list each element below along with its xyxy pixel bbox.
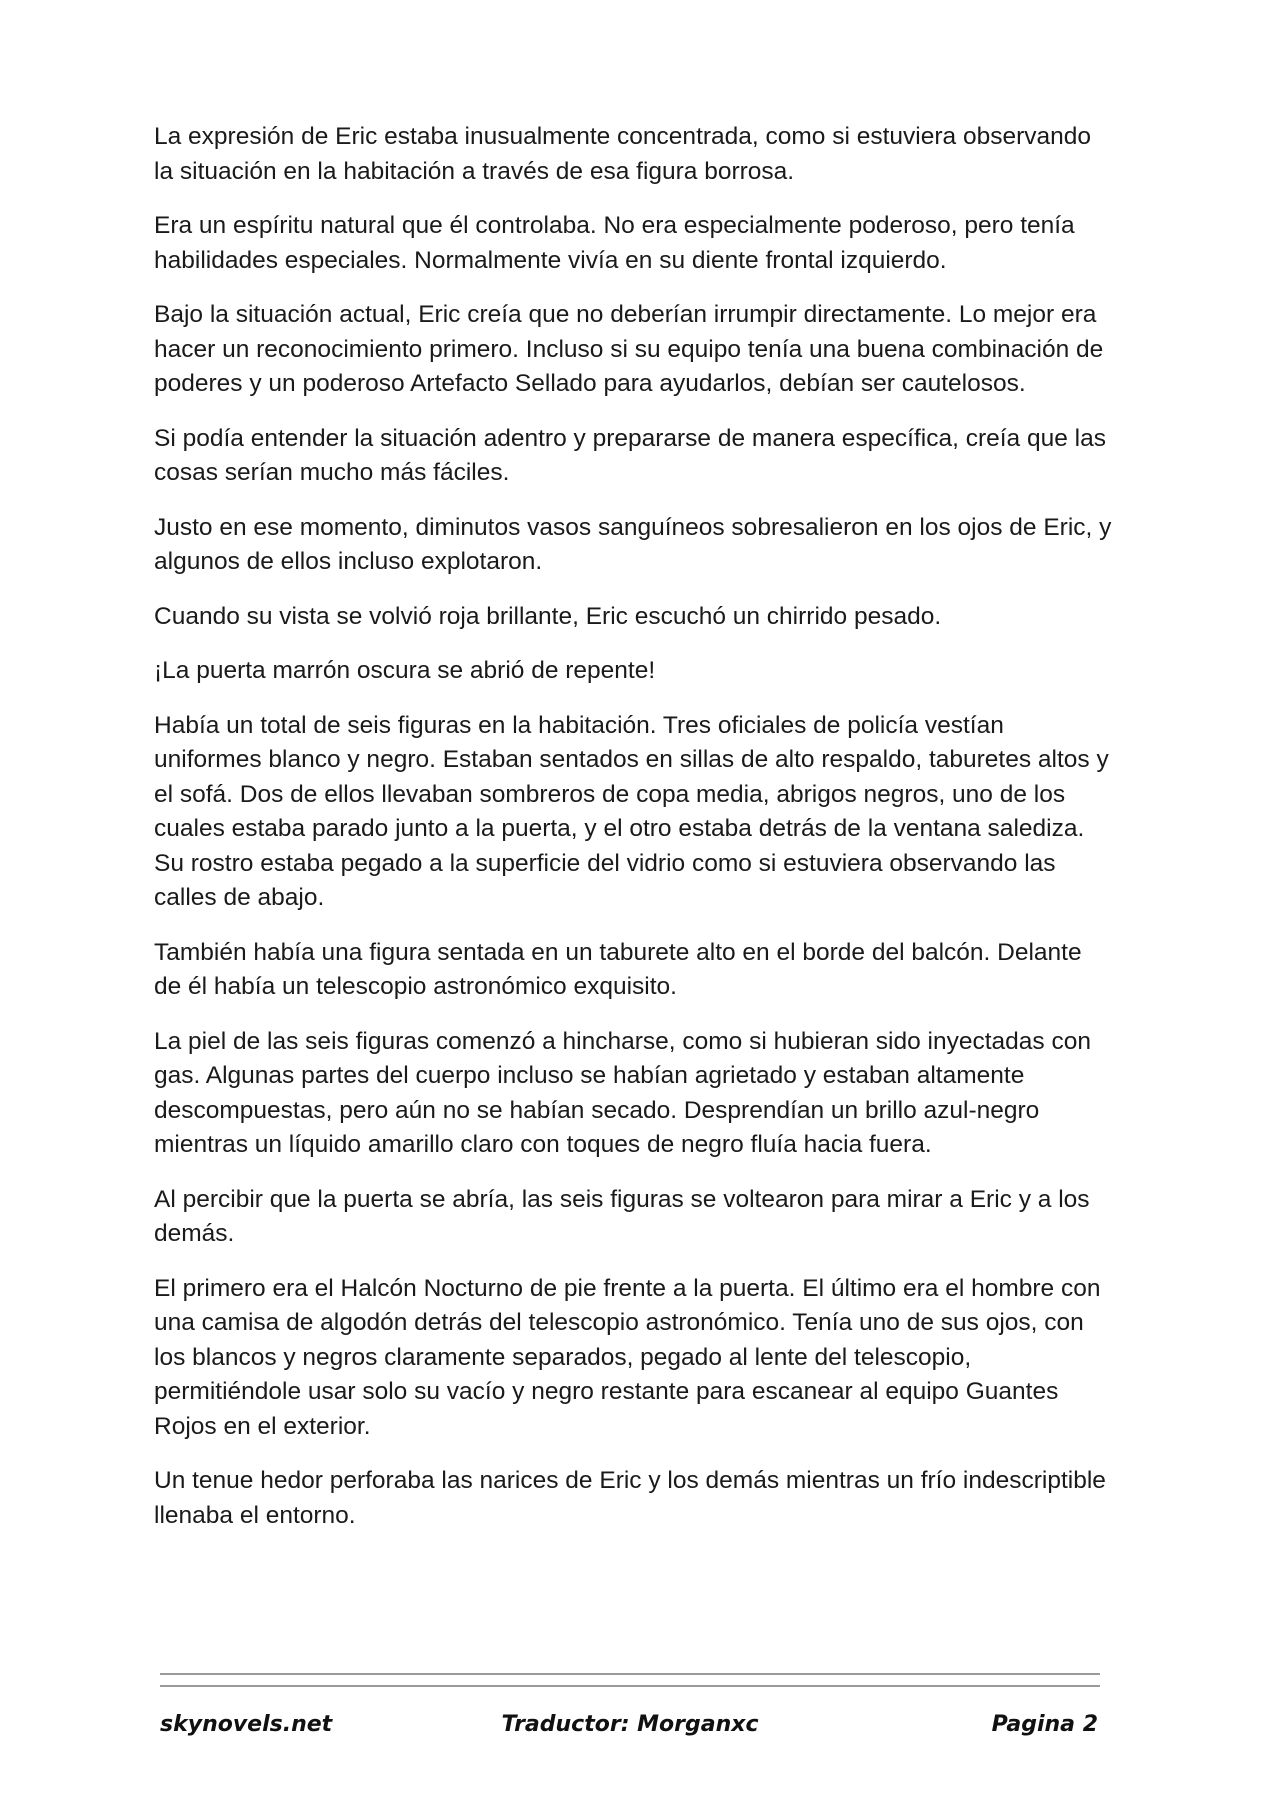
footer-divider-top <box>160 1673 1100 1675</box>
paragraph-3: Bajo la situación actual, Eric creía que no deberían irrumpir directamente. Lo mejor era hacer un reconocimiento primero. Incluso si su equipo tenía una buena combinación de poderes y un poderoso Artefacto Sellado para ayudarlos, debían ser cautelosos. <box>154 301 1104 397</box>
footer-translator: Traductor: Morganxc <box>501 1712 759 1737</box>
paragraph-5: Justo en ese momento, diminutos vasos sanguíneos sobresalieron en los ojos de Eric, y algunos de ellos incluso explotaron. <box>154 513 1112 575</box>
footer-site: skynovels.net <box>160 1712 333 1737</box>
page-footer <box>160 1712 1100 1748</box>
paragraph-10: La piel de las seis figuras comenzó a hincharse, como si hubieran sido inyectadas con gas. Algunas partes del cuerpo incluso se habían agrietado y estaban altamente descompuestas, pero aún no se habían secado. Desprendían un brillo azul-negro mientras un líquido amarillo claro con toques de negro fluía hacia fuera. <box>154 1027 1091 1158</box>
paragraph-13: Un tenue hedor perforaba las narices de Eric y los demás mientras un frío indescriptible llenaba el entorno. <box>154 1467 1106 1529</box>
body-text <box>154 120 1114 1553</box>
paragraph-6: Cuando su vista se volvió roja brillante, Eric escuchó un chirrido pesado. <box>154 602 942 630</box>
paragraph-9: También había una figura sentada en un taburete alto en el borde del balcón. Delante de él había un telescopio astronómico exquisito. <box>154 938 1082 1000</box>
paragraph-2: Era un espíritu natural que él controlaba. No era especialmente poderoso, pero tenía habilidades especiales. Normalmente vivía en su diente frontal izquierdo. <box>154 212 1075 274</box>
paragraph-11: Al percibir que la puerta se abría, las seis figuras se voltearon para mirar a Eric y a los demás. <box>154 1185 1090 1247</box>
paragraph-1: La expresión de Eric estaba inusualmente concentrada, como si estuviera observando la situación en la habitación a través de esa figura borrosa. <box>154 123 1091 185</box>
footer-divider-bottom <box>160 1685 1100 1687</box>
paragraph-8: Había un total de seis figuras en la habitación. Tres oficiales de policía vestían uniformes blanco y negro. Estaban sentados en sillas de alto respaldo, taburetes altos y el sofá. Dos de ellos llevaban sombreros de copa media, abrigos negros, uno de los cuales estaba parado junto a la puerta, y el otro estaba detrás de la ventana saledіza. Su rostro estaba pegado a la superficie del vidrio como si estuviera observando las calles de abajo. <box>154 711 1109 911</box>
paragraph-12: El primero era el Halcón Nocturno de pie frente a la puerta. El último era el hombre con una camisa de algodón detrás del telescopio astronómico. Tenía uno de sus ojos, con los blancos y negros claramente separados, pegado al lente del telescopio, permitiéndole usar solo su vacío y negro restante para escanear al equipo Guantes Rojos en el exterior. <box>154 1274 1101 1440</box>
paragraph-4: Si podía entender la situación adentro y prepararse de manera específica, creía que las cosas serían mucho más fáciles. <box>154 424 1106 486</box>
paragraph-7: ¡La puerta marrón oscura se abrió de repente! <box>154 657 656 684</box>
footer-page-number: Pagina 2 <box>991 1712 1098 1737</box>
